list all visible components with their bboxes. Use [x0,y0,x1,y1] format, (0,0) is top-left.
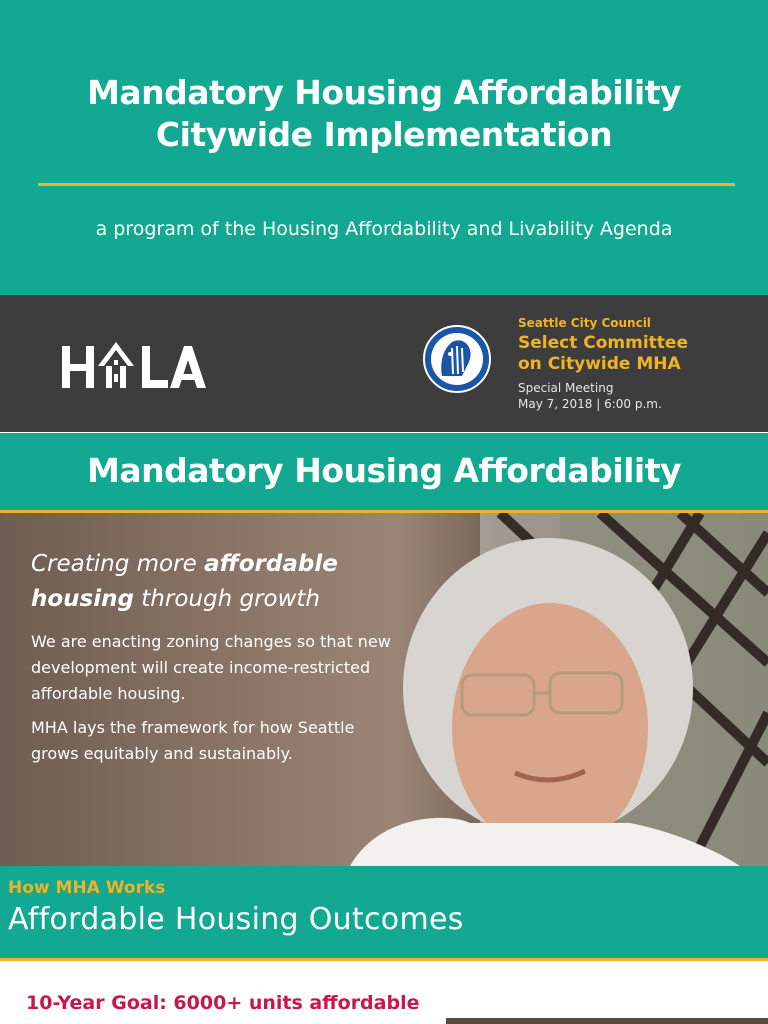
goal-statement: 10-Year Goal: 6000+ units affordable [26,992,420,1014]
main-title [0,72,768,156]
main-title-line1: Mandatory Housing Affordability [87,73,681,112]
mha-paragraph-2: MHA lays the framework for how Seattle grows equitably and sustainably. [31,718,355,763]
mha-headline [31,547,401,617]
committee-line2: on Citywide MHA [518,354,681,374]
meeting-info [518,380,758,412]
hala-logo-mark [60,336,210,392]
meeting-type: Special Meeting [518,381,614,395]
seattle-seal-icon [422,324,492,394]
subtitle: a program of the Housing Affordability and Livability Agenda [95,218,673,240]
mha-paragraph-1: We are enacting zoning changes so that new development will create income-restricted affordable housing. [31,632,391,703]
title-slide [0,0,768,295]
mha-slide-header [0,433,768,513]
mha-slide-title: Mandatory Housing Affordability [87,451,681,490]
title-divider [38,183,735,186]
outcomes-title: Affordable Housing Outcomes [8,902,464,937]
committee-name [518,333,758,375]
council-info [518,315,758,412]
headline-part-2: through growth [133,586,321,612]
council-name: Seattle City Council [518,316,651,330]
mha-photo-panel [0,513,768,866]
meeting-date: May 7, 2018 | 6:00 p.m. [518,397,662,411]
mha-photo-text [31,547,401,775]
headline-bold-2: housing [31,586,134,612]
outcomes-photo-edge [446,1018,768,1024]
committee-line1: Select Committee [518,333,688,353]
outcomes-slide-header [0,866,768,961]
hala-logo [60,336,210,392]
outcomes-kicker: How MHA Works [8,878,166,898]
main-title-line2: Citywide Implementation [155,115,613,154]
headline-bold-1: affordable [204,551,338,577]
headline-part-1: Creating more [31,551,205,577]
